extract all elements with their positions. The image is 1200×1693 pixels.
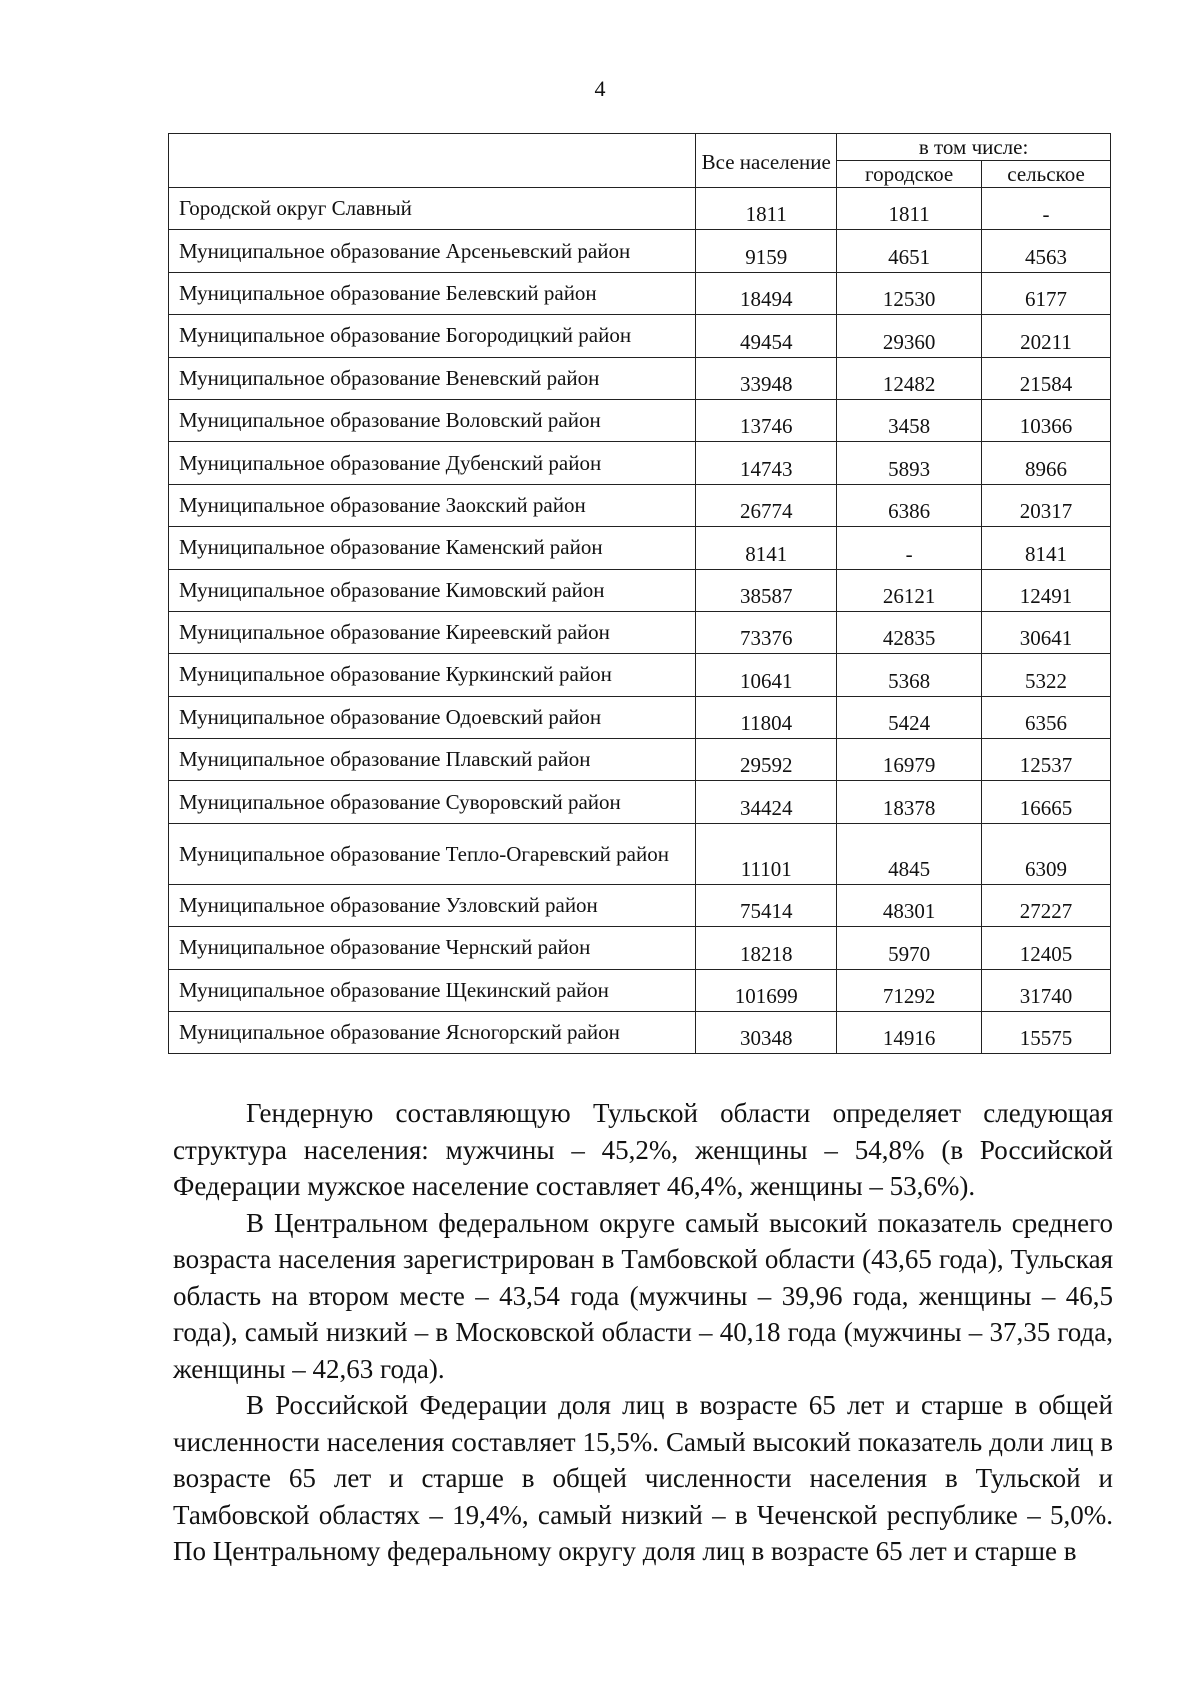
urban-population: 5970: [837, 927, 982, 969]
municipality-name: Муниципальное образование Богородицкий район: [169, 315, 696, 357]
table-body: [169, 188, 1111, 1054]
table-row: [169, 739, 1111, 781]
rural-population: 12537: [982, 739, 1111, 781]
municipality-name: Городской округ Славный: [169, 188, 696, 230]
paragraph: В Российской Федерации доля лиц в возрасте 65 лет и старше в общей численности населения составляет 15,5%. Самый высокий показатель доли лиц в возрасте 65 лет и старше в общей численности населения в Тульской и Тамбовской областях – 19,4%, самый низкий – в Чеченской республике – 5,0%. По Центральному федеральному округу доля лиц в возрасте 65 лет и старше в: [173, 1390, 1113, 1566]
municipality-name: Муниципальное образование Кимовский район: [169, 569, 696, 611]
urban-population: 42835: [837, 611, 982, 653]
municipality-name: Муниципальное образование Тепло-Огаревский район: [169, 823, 696, 884]
urban-population: 71292: [837, 969, 982, 1011]
table-row: [169, 188, 1111, 230]
all-population: 8141: [696, 527, 837, 569]
header-including: в том числе:: [837, 134, 1111, 161]
all-population: 14743: [696, 442, 837, 484]
rural-population: 31740: [982, 969, 1111, 1011]
rural-population: 30641: [982, 611, 1111, 653]
all-population: 1811: [696, 188, 837, 230]
header-urban: городское: [837, 161, 982, 188]
rural-population: -: [982, 188, 1111, 230]
rural-population: 20317: [982, 484, 1111, 526]
municipality-name: Муниципальное образование Плавский район: [169, 739, 696, 781]
urban-population: 12530: [837, 272, 982, 314]
population-table: [168, 133, 1111, 1054]
table-row: [169, 823, 1111, 884]
urban-population: 5424: [837, 696, 982, 738]
paragraph: Гендерную составляющую Тульской области определяет следующая структура населения: мужчины – 45,2%, женщины – 54,8% (в Российской Федерации мужское население составляет 46,4%, женщины – 53,6%).: [173, 1098, 1113, 1201]
all-population: 10641: [696, 654, 837, 696]
all-population: 11804: [696, 696, 837, 738]
urban-population: -: [837, 527, 982, 569]
municipality-name: Муниципальное образование Арсеньевский район: [169, 230, 696, 272]
rural-population: 12491: [982, 569, 1111, 611]
rural-population: 8966: [982, 442, 1111, 484]
rural-population: 5322: [982, 654, 1111, 696]
rural-population: 21584: [982, 357, 1111, 399]
header-rural: сельское: [982, 161, 1111, 188]
all-population: 34424: [696, 781, 837, 823]
table-row: [169, 927, 1111, 969]
urban-population: 14916: [837, 1012, 982, 1054]
municipality-name: Муниципальное образование Щекинский район: [169, 969, 696, 1011]
municipality-name: Муниципальное образование Узловский район: [169, 884, 696, 926]
all-population: 13746: [696, 399, 837, 441]
all-population: 9159: [696, 230, 837, 272]
table-row: [169, 1012, 1111, 1054]
body-text: [173, 1095, 1113, 1570]
urban-population: 1811: [837, 188, 982, 230]
table-row: [169, 230, 1111, 272]
all-population: 33948: [696, 357, 837, 399]
all-population: 49454: [696, 315, 837, 357]
municipality-name: Муниципальное образование Суворовский район: [169, 781, 696, 823]
all-population: 73376: [696, 611, 837, 653]
rural-population: 16665: [982, 781, 1111, 823]
table-row: [169, 611, 1111, 653]
rural-population: 6356: [982, 696, 1111, 738]
table-row: [169, 527, 1111, 569]
municipality-name: Муниципальное образование Ясногорский район: [169, 1012, 696, 1054]
rural-population: 27227: [982, 884, 1111, 926]
all-population: 101699: [696, 969, 837, 1011]
table-row: [169, 442, 1111, 484]
all-population: 18218: [696, 927, 837, 969]
municipality-name: Муниципальное образование Чернский район: [169, 927, 696, 969]
all-population: 26774: [696, 484, 837, 526]
urban-population: 18378: [837, 781, 982, 823]
urban-population: 48301: [837, 884, 982, 926]
municipality-name: Муниципальное образование Белевский район: [169, 272, 696, 314]
municipality-name: Муниципальное образование Заокский район: [169, 484, 696, 526]
paragraph: В Центральном федеральном округе самый высокий показатель среднего возраста населения зарегистрирован в Тамбовской области (43,65 года), Тульская область на втором месте – 43,54 года (мужчины – 39,96 года, женщины – 46,5 года), самый низкий – в Московской области – 40,18 года (мужчины – 37,35 года, женщины – 42,63 года).: [173, 1207, 1113, 1384]
table-row: [169, 781, 1111, 823]
rural-population: 6177: [982, 272, 1111, 314]
all-population: 75414: [696, 884, 837, 926]
table-row: [169, 969, 1111, 1011]
urban-population: 26121: [837, 569, 982, 611]
rural-population: 4563: [982, 230, 1111, 272]
rural-population: 12405: [982, 927, 1111, 969]
municipality-name: Муниципальное образование Киреевский район: [169, 611, 696, 653]
urban-population: 3458: [837, 399, 982, 441]
table-row: [169, 654, 1111, 696]
municipality-name: Муниципальное образование Одоевский район: [169, 696, 696, 738]
municipality-name: Муниципальное образование Веневский район: [169, 357, 696, 399]
municipality-name: Муниципальное образование Каменский район: [169, 527, 696, 569]
all-population: 29592: [696, 739, 837, 781]
urban-population: 4845: [837, 823, 982, 884]
table-row: [169, 399, 1111, 441]
all-population: 38587: [696, 569, 837, 611]
urban-population: 6386: [837, 484, 982, 526]
table-row: [169, 315, 1111, 357]
urban-population: 16979: [837, 739, 982, 781]
rural-population: 8141: [982, 527, 1111, 569]
all-population: 30348: [696, 1012, 837, 1054]
table-row: [169, 569, 1111, 611]
urban-population: 5368: [837, 654, 982, 696]
table-row: [169, 357, 1111, 399]
header-blank: [169, 134, 696, 188]
municipality-name: Муниципальное образование Куркинский район: [169, 654, 696, 696]
table-row: [169, 272, 1111, 314]
rural-population: 6309: [982, 823, 1111, 884]
municipality-name: Муниципальное образование Дубенский район: [169, 442, 696, 484]
all-population: 11101: [696, 823, 837, 884]
table-row: [169, 696, 1111, 738]
rural-population: 20211: [982, 315, 1111, 357]
urban-population: 4651: [837, 230, 982, 272]
urban-population: 12482: [837, 357, 982, 399]
table-row: [169, 884, 1111, 926]
urban-population: 5893: [837, 442, 982, 484]
page-number: 4: [594, 76, 606, 101]
municipality-name: Муниципальное образование Воловский район: [169, 399, 696, 441]
urban-population: 29360: [837, 315, 982, 357]
rural-population: 10366: [982, 399, 1111, 441]
rural-population: 15575: [982, 1012, 1111, 1054]
header-all-population: Все население: [696, 134, 837, 188]
all-population: 18494: [696, 272, 837, 314]
table-row: [169, 484, 1111, 526]
